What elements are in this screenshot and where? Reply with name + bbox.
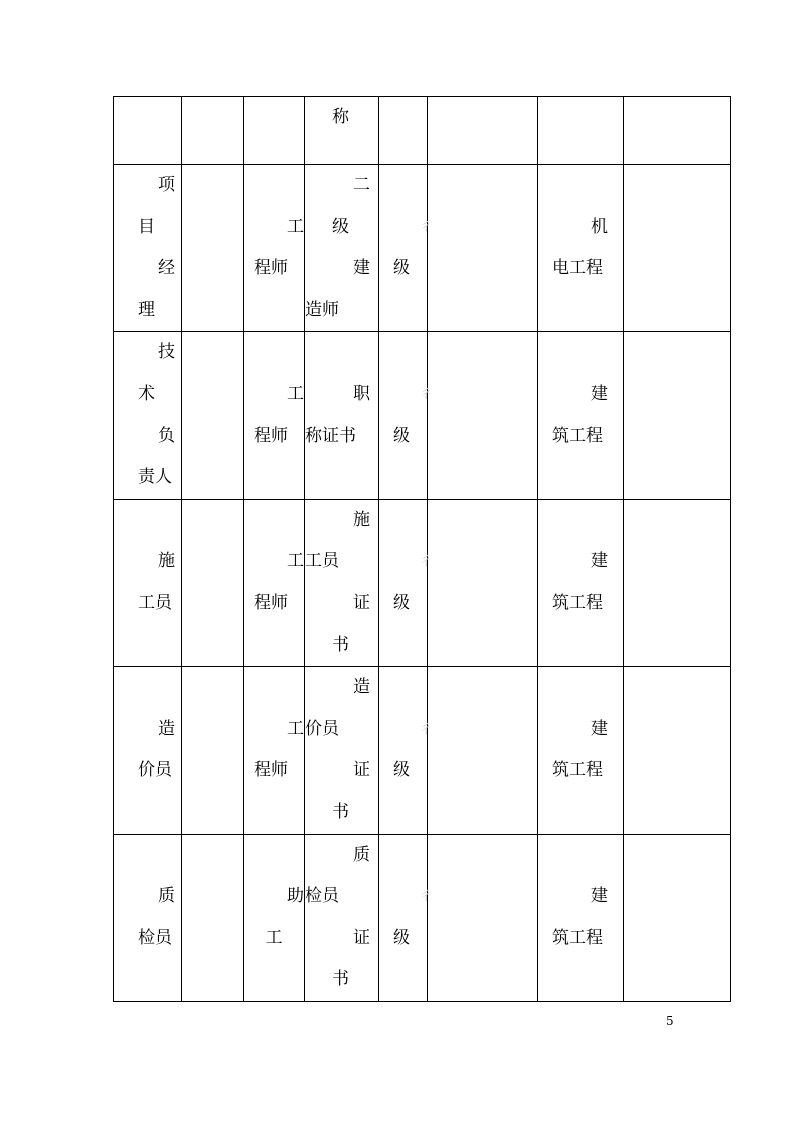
position-text: 理	[138, 299, 155, 320]
certificate-cell	[305, 834, 379, 1001]
title-text: 工	[287, 551, 304, 572]
certificate-text: 书	[332, 969, 349, 990]
level-text: 级	[393, 592, 410, 613]
specialty-text: 筑工程	[552, 425, 603, 446]
table-cell	[428, 332, 538, 499]
page-number: 5	[666, 1014, 674, 1028]
table-cell	[624, 499, 731, 666]
certificate-cell	[305, 667, 379, 834]
level-cell	[379, 834, 432, 1001]
title-text: 程师	[254, 425, 288, 446]
level-text: 级	[393, 760, 410, 781]
title-cell	[244, 834, 305, 1001]
specialty-text: 建	[591, 718, 608, 739]
table-row	[114, 165, 731, 332]
specialty-text: 电工程	[552, 258, 603, 279]
table-cell	[428, 834, 538, 1001]
position-cell	[114, 332, 182, 499]
level-text: 级	[393, 425, 410, 446]
table-cell	[624, 667, 731, 834]
title-text: 工	[287, 216, 304, 237]
table-row	[114, 332, 731, 499]
header-cert-text: 称	[332, 107, 349, 127]
specialty-text: 机	[591, 216, 608, 237]
specialty-text: 筑工程	[552, 592, 603, 613]
certificate-text: 书	[332, 801, 349, 822]
table-row	[114, 667, 731, 834]
certificate-text: 工员	[305, 551, 339, 572]
title-text: 工	[287, 718, 304, 739]
title-cell	[244, 499, 305, 666]
level-cell	[379, 165, 432, 332]
table-cell	[428, 165, 538, 332]
specialty-cell	[538, 834, 624, 1001]
position-text: 责人	[138, 467, 172, 488]
level-cell	[379, 499, 432, 666]
certificate-text: 价员	[305, 718, 339, 739]
specialty-cell	[538, 165, 624, 332]
title-text: 程师	[254, 258, 288, 279]
table-cell	[428, 667, 538, 834]
table-cell	[624, 165, 731, 332]
table-cell	[182, 332, 244, 499]
certificate-text: 造	[353, 677, 370, 698]
table-cell	[428, 499, 538, 666]
title-text: 工	[265, 927, 283, 948]
position-text: 目	[138, 216, 155, 237]
table-cell	[244, 97, 305, 165]
position-text: 工员	[138, 592, 172, 613]
table-cell	[624, 834, 731, 1001]
position-text: 技	[158, 342, 175, 363]
table-header-row	[114, 97, 731, 165]
position-text: 负	[158, 425, 175, 446]
certificate-text: 质	[353, 844, 370, 865]
staff-table	[113, 96, 731, 1002]
certificate-text: 职	[353, 383, 370, 404]
certificate-text: 书	[332, 634, 349, 655]
table-cell	[305, 97, 379, 165]
certificate-text: 建	[353, 258, 370, 279]
title-cell	[244, 165, 305, 332]
specialty-text: 建	[591, 551, 608, 572]
table-cell	[182, 97, 244, 165]
certificate-cell	[305, 332, 379, 499]
position-text: 质	[158, 886, 175, 907]
position-cell	[114, 834, 182, 1001]
specialty-cell	[538, 499, 624, 666]
position-cell	[114, 499, 182, 666]
specialty-cell	[538, 332, 624, 499]
certificate-cell	[305, 165, 379, 332]
position-text: 检员	[138, 927, 172, 948]
specialty-text: 筑工程	[552, 927, 603, 948]
title-text: 程师	[254, 592, 288, 613]
certificate-text: 施	[353, 509, 370, 530]
certificate-text: 检员	[305, 886, 339, 907]
certificate-text: 二	[353, 175, 370, 195]
position-text: 术	[138, 383, 155, 404]
clipped-mark: 彳	[419, 721, 432, 736]
table-cell	[114, 97, 182, 165]
title-cell	[244, 332, 305, 499]
table-cell	[182, 834, 244, 1001]
position-cell	[114, 667, 182, 834]
table-cell	[538, 97, 624, 165]
table-row	[114, 499, 731, 666]
specialty-text: 建	[591, 886, 608, 907]
specialty-cell	[538, 667, 624, 834]
certificate-text: 级	[332, 216, 349, 237]
clipped-mark: 彳	[419, 386, 432, 401]
level-text: 级	[393, 927, 410, 948]
clipped-mark: 彳	[419, 889, 432, 904]
position-cell	[114, 165, 182, 332]
title-text: 助	[287, 886, 304, 907]
table-cell	[624, 97, 731, 165]
table-row	[114, 834, 731, 1001]
level-cell	[379, 667, 432, 834]
table-cell	[624, 332, 731, 499]
level-cell	[379, 332, 432, 499]
certificate-cell	[305, 499, 379, 666]
table-cell	[182, 667, 244, 834]
table-cell	[182, 499, 244, 666]
title-text: 程师	[254, 760, 288, 781]
title-cell	[244, 667, 305, 834]
clipped-mark: 彳	[419, 554, 432, 569]
position-text: 造	[158, 718, 175, 739]
table-cell	[182, 165, 244, 332]
certificate-text: 称证书	[305, 425, 356, 446]
specialty-text: 建	[591, 383, 608, 404]
title-text: 工	[287, 383, 304, 404]
position-text: 项	[158, 175, 175, 195]
table-cell	[379, 97, 428, 165]
certificate-text: 证	[353, 927, 370, 948]
table-cell	[428, 97, 538, 165]
position-text: 经	[158, 258, 175, 279]
certificate-text: 造师	[305, 299, 339, 320]
level-text: 级	[393, 258, 410, 279]
position-text: 价员	[138, 760, 172, 781]
specialty-text: 筑工程	[552, 760, 603, 781]
certificate-text: 证	[353, 592, 370, 613]
certificate-text: 证	[353, 760, 370, 781]
position-text: 施	[158, 551, 175, 572]
clipped-mark: 彳	[419, 219, 432, 234]
